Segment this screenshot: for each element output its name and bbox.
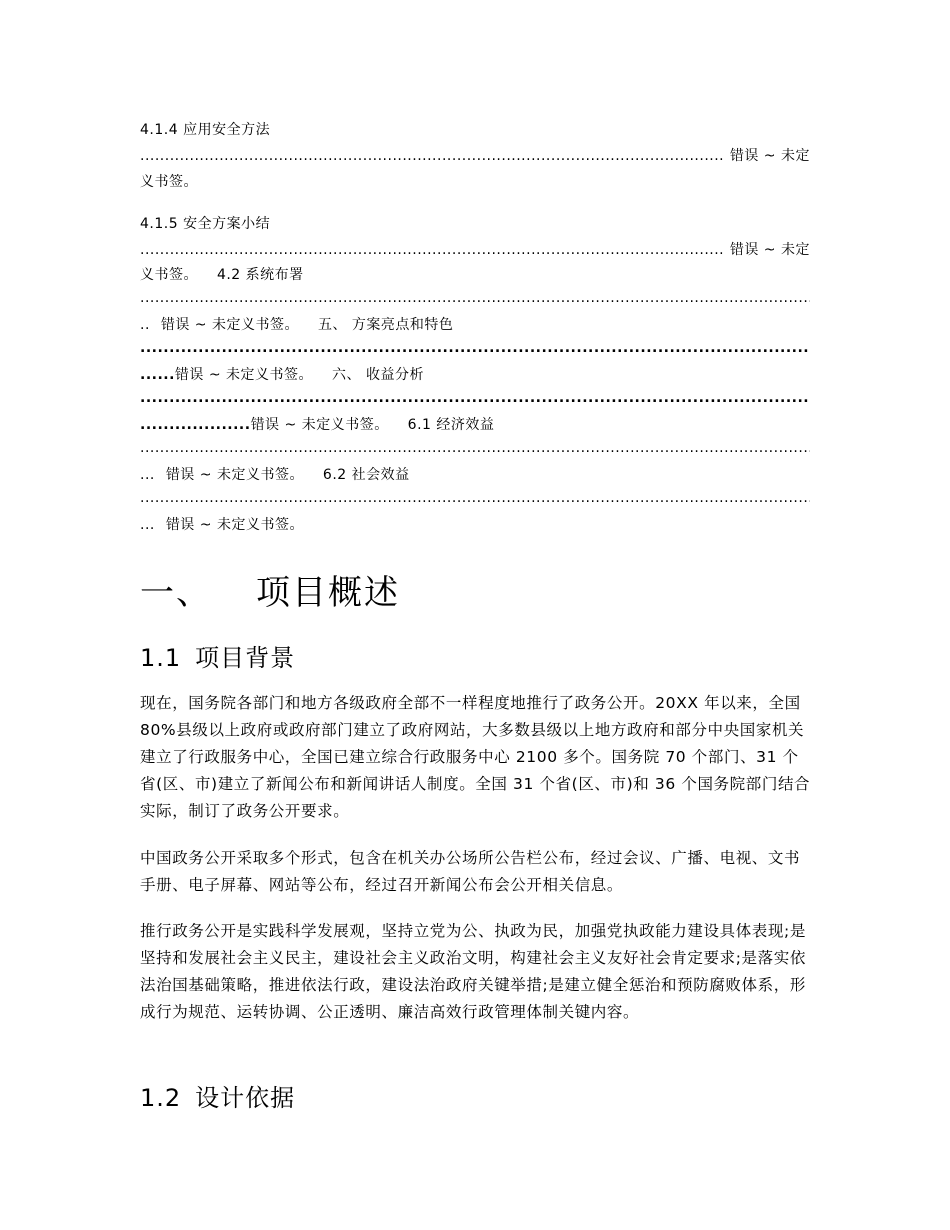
section-title: 设计依据 xyxy=(195,1084,296,1112)
toc-error-text: 错误 ~ 未定义书签。 xyxy=(160,317,299,333)
section-title: 项目概述 xyxy=(256,573,400,613)
toc-leader-dots: ................... xyxy=(140,417,251,433)
toc-leader-dots xyxy=(140,390,810,406)
toc-leader-4-1-4 xyxy=(140,145,810,165)
toc-leader-full xyxy=(140,340,810,356)
toc-error-text: 错误 ~ 未定 xyxy=(729,148,810,164)
toc-error-text: 义书签。 xyxy=(140,174,198,190)
toc-entry-4-1-4[interactable] xyxy=(140,119,810,139)
toc-entry-5[interactable] xyxy=(140,314,810,334)
section-heading-1-1 xyxy=(140,638,295,673)
toc-leader-full xyxy=(140,390,810,406)
section-heading-1-2 xyxy=(140,1078,295,1113)
toc-entry-title: 六、 收益分析 xyxy=(332,367,424,383)
toc-leader-4-1-5 xyxy=(140,239,810,259)
toc-entry-6-2[interactable] xyxy=(140,464,810,484)
toc-entry-title: 4.1.4 应用安全方法 xyxy=(140,122,271,138)
toc-error-text: 错误 ~ 未定义书签。 xyxy=(165,467,304,483)
toc-entry-title: 4.1.5 安全方案小结 xyxy=(140,216,271,232)
toc-leader-dots: ... xyxy=(140,517,155,533)
paragraph-background-2: 中国政务公开采取多个形式，包含在机关办公场所公告栏公布，经过会议、广播、电视、文书手册、电子屏幕、网站等公布，经过召开新闻公布会公开相关信息。 xyxy=(140,849,801,894)
toc-leader-dots xyxy=(140,340,810,356)
toc-leader-dots xyxy=(140,290,810,306)
section-title: 项目背景 xyxy=(195,644,296,672)
toc-leader-full xyxy=(140,440,810,456)
toc-entry-title: 6.2 社会效益 xyxy=(322,467,410,483)
paragraph-background-1: 现在，国务院各部门和地方各级政府全部不一样程度地推行了政务公开。20XX 年以来，全国 80%县级以上政府或政府部门建立了政府网站，大多数县级以上地方政府和部分中央国家机关建立了行政服务中心，全国已建立综合行政服务中心 2100 多个。国务院 70 个部门、31 个省(区、市)建立了新闻公布和新闻讲话人制度。全国 31 个省(区、市)和 36 个国务院部门结合实际，制订了政务公开要求。 xyxy=(140,694,811,820)
toc-entry-6-1[interactable] xyxy=(140,414,810,434)
toc-entry-6[interactable] xyxy=(140,364,810,384)
toc-error-text: 错误 ~ 未定义书签。 xyxy=(165,517,304,533)
toc-leader-dots xyxy=(140,242,724,258)
section-number: 一、 xyxy=(140,573,212,613)
section-number: 1.2 xyxy=(140,1084,182,1112)
toc-entry-title: 6.1 经济效益 xyxy=(407,417,495,433)
toc-leader-dots xyxy=(140,490,810,506)
toc-error-text: 错误 ~ 未定 xyxy=(729,242,810,258)
toc-entry-4-1-5[interactable] xyxy=(140,213,810,233)
toc-entry-title: 五、 方案亮点和特色 xyxy=(317,317,454,333)
toc-entry-4-1-4-cont xyxy=(140,171,810,191)
toc-error-text: 错误 ~ 未定义书签。 xyxy=(174,367,314,383)
toc-leader-full xyxy=(140,490,810,506)
toc-entry-6-2-cont xyxy=(140,514,810,534)
toc-error-text: 错误 ~ 未定义书签。 xyxy=(250,417,389,433)
section-number: 1.1 xyxy=(140,644,182,672)
section-heading-1 xyxy=(140,565,400,614)
toc-leader-dots: ...... xyxy=(140,367,175,383)
toc-leader-dots: ... xyxy=(140,467,155,483)
toc-entry-title: 4.2 系统布署 xyxy=(216,267,304,283)
toc-leader-dots xyxy=(140,440,810,456)
toc-error-text: 义书签。 xyxy=(140,267,198,283)
toc-leader-full xyxy=(140,290,810,306)
toc-leader-dots xyxy=(140,148,724,164)
toc-entry-4-2[interactable] xyxy=(140,264,810,284)
toc-leader-dots: .. xyxy=(140,317,150,333)
paragraph-background-3: 推行政务公开是实践科学发展观，坚持立党为公、执政为民，加强党执政能力建设具体表现;是坚持和发展社会主义民主，建设社会主义政治文明，构建社会主义友好社会肯定要求;是落实依法治国基础策略，推进依法行政，建设法治政府关键举措;是建立健全惩治和预防腐败体系，形成行为规范、运转协调、公正透明、廉洁高效行政管理体制关键内容。 xyxy=(140,922,806,1021)
